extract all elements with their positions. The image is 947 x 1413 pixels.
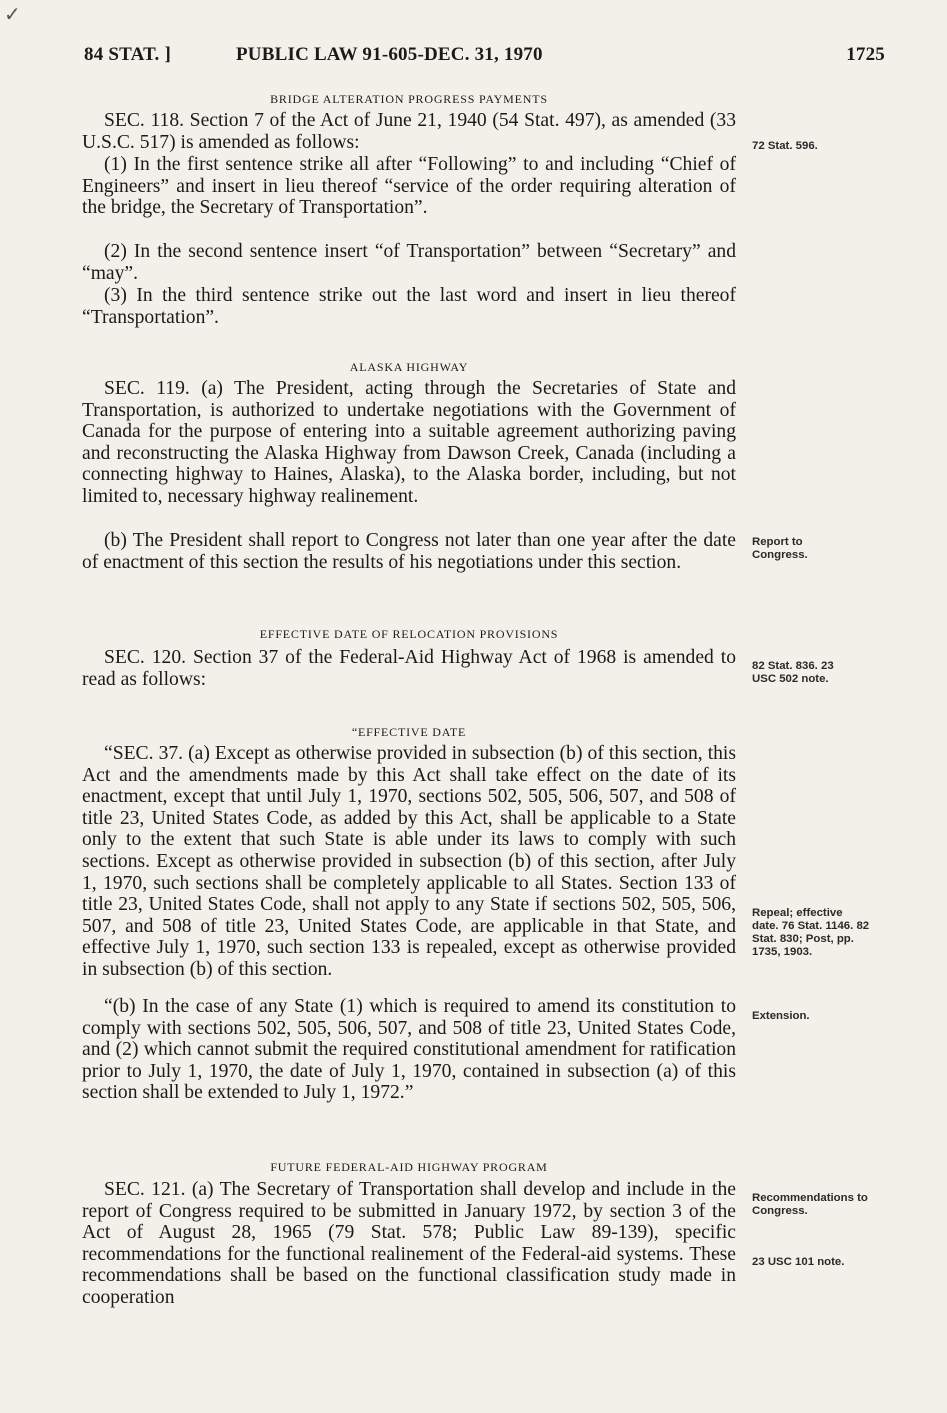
page-number: 1725 xyxy=(846,44,885,65)
section-paragraph: (3) In the third sentence strike out the last word and insert in lieu thereof “Transportation”. xyxy=(82,285,736,328)
section-heading: ALASKA HIGHWAY xyxy=(349,360,469,374)
section-paragraph: (b) The President shall report to Congress not later than one year after the date of enactment of this section the results of his negotiations under this section. xyxy=(82,530,736,573)
header-title: PUBLIC LAW 91-605-DEC. 31, 1970 xyxy=(236,44,543,65)
section-paragraph: SEC. 120. Section 37 of the Federal-Aid Highway Act of 1968 is amended to read as follows: xyxy=(82,647,736,690)
section-heading: “EFFECTIVE DATE xyxy=(351,725,467,739)
section-paragraph: (2) In the second sentence insert “of Transportation” between “Secretary” and “may”. xyxy=(82,241,736,284)
header-stat-reference: 84 STAT. ] xyxy=(84,44,171,65)
margin-note: 23 USC 101 note. xyxy=(752,1256,845,1268)
margin-note: Recommendations to Congress. xyxy=(752,1192,868,1217)
section-paragraph: “SEC. 37. (a) Except as otherwise provided in subsection (b) of this section, this Act and the amendments made by this Act shall take effect on the date of its enactment, except that until July 1, 1970, sections 502, 505, 506, 507, and 508 of title 23, United States Code, as added by this Act, shall be applicable to a State only to the extent that such State is able under its laws to comply with such sections. Except as otherwise provided in subsection (b) of this section, after July 1, 1970, such sections shall be completely applicable to all States. Section 133 of title 23, United States Code, shall not apply to any State if sections 502, 505, 506, 507, and 508 of title 23, United States Code, are applicable in that State, and effective July 1, 1970, such section 133 is repealed, except as otherwise provided in subsection (b) of this section. xyxy=(82,743,736,980)
section-heading: EFFECTIVE DATE OF RELOCATION PROVISIONS xyxy=(259,627,559,641)
margin-note: Extension. xyxy=(752,1010,810,1022)
section-paragraph: SEC. 119. (a) The President, acting through the Secretaries of State and Transportation, is authorized to undertake negotiations with the Government of Canada for the purpose of entering into a suitable agreement authorizing paving and reconstructing the Alaska Highway from Dawson Creek, Canada (including a connecting highway to Haines, Alaska), to the Alaska border, including, but not limited to, necessary highway realinement. xyxy=(82,378,736,507)
section-paragraph: (1) In the first sentence strike all after “Following” to and including “Chief of Engineers” and insert in lieu thereof “service of the order requiring alteration of the bridge, the Secretary of Transportation”. xyxy=(82,154,736,219)
section-paragraph: “(b) In the case of any State (1) which is required to amend its constitution to comply with sections 502, 505, 506, 507, and 508 of title 23, United States Code, and (2) which cannot submit the required constitutional amendment for ratification prior to July 1, 1970, the date of July 1, 1970, contained in subsection (a) of this section shall be extended to July 1, 1972.” xyxy=(82,996,736,1104)
margin-note: Report to Congress. xyxy=(752,536,808,561)
section-paragraph: SEC. 118. Section 7 of the Act of June 21, 1940 (54 Stat. 497), as amended (33 U.S.C. 517) is amended as follows: xyxy=(82,110,736,153)
section-paragraph: SEC. 121. (a) The Secretary of Transportation shall develop and include in the report of Congress required to be submitted in January 1972, by section 3 of the Act of August 28, 1965 (79 Stat. 578; Public Law 89-139), specific recommendations for the functional realinement of the Federal-aid systems. These recommendations shall be based on the functional classification study made in cooperation xyxy=(82,1179,736,1308)
margin-note: Repeal; effective date. 76 Stat. 1146. 82 Stat. 830; Post, pp. 1735, 1903. xyxy=(752,907,870,958)
section-heading: BRIDGE ALTERATION PROGRESS PAYMENTS xyxy=(270,92,548,106)
margin-note: 72 Stat. 596. xyxy=(752,140,818,152)
check-mark-icon: ✓ xyxy=(4,4,21,26)
margin-note: 82 Stat. 836. 23 USC 502 note. xyxy=(752,660,834,685)
section-heading: FUTURE FEDERAL-AID HIGHWAY PROGRAM xyxy=(270,1160,548,1174)
